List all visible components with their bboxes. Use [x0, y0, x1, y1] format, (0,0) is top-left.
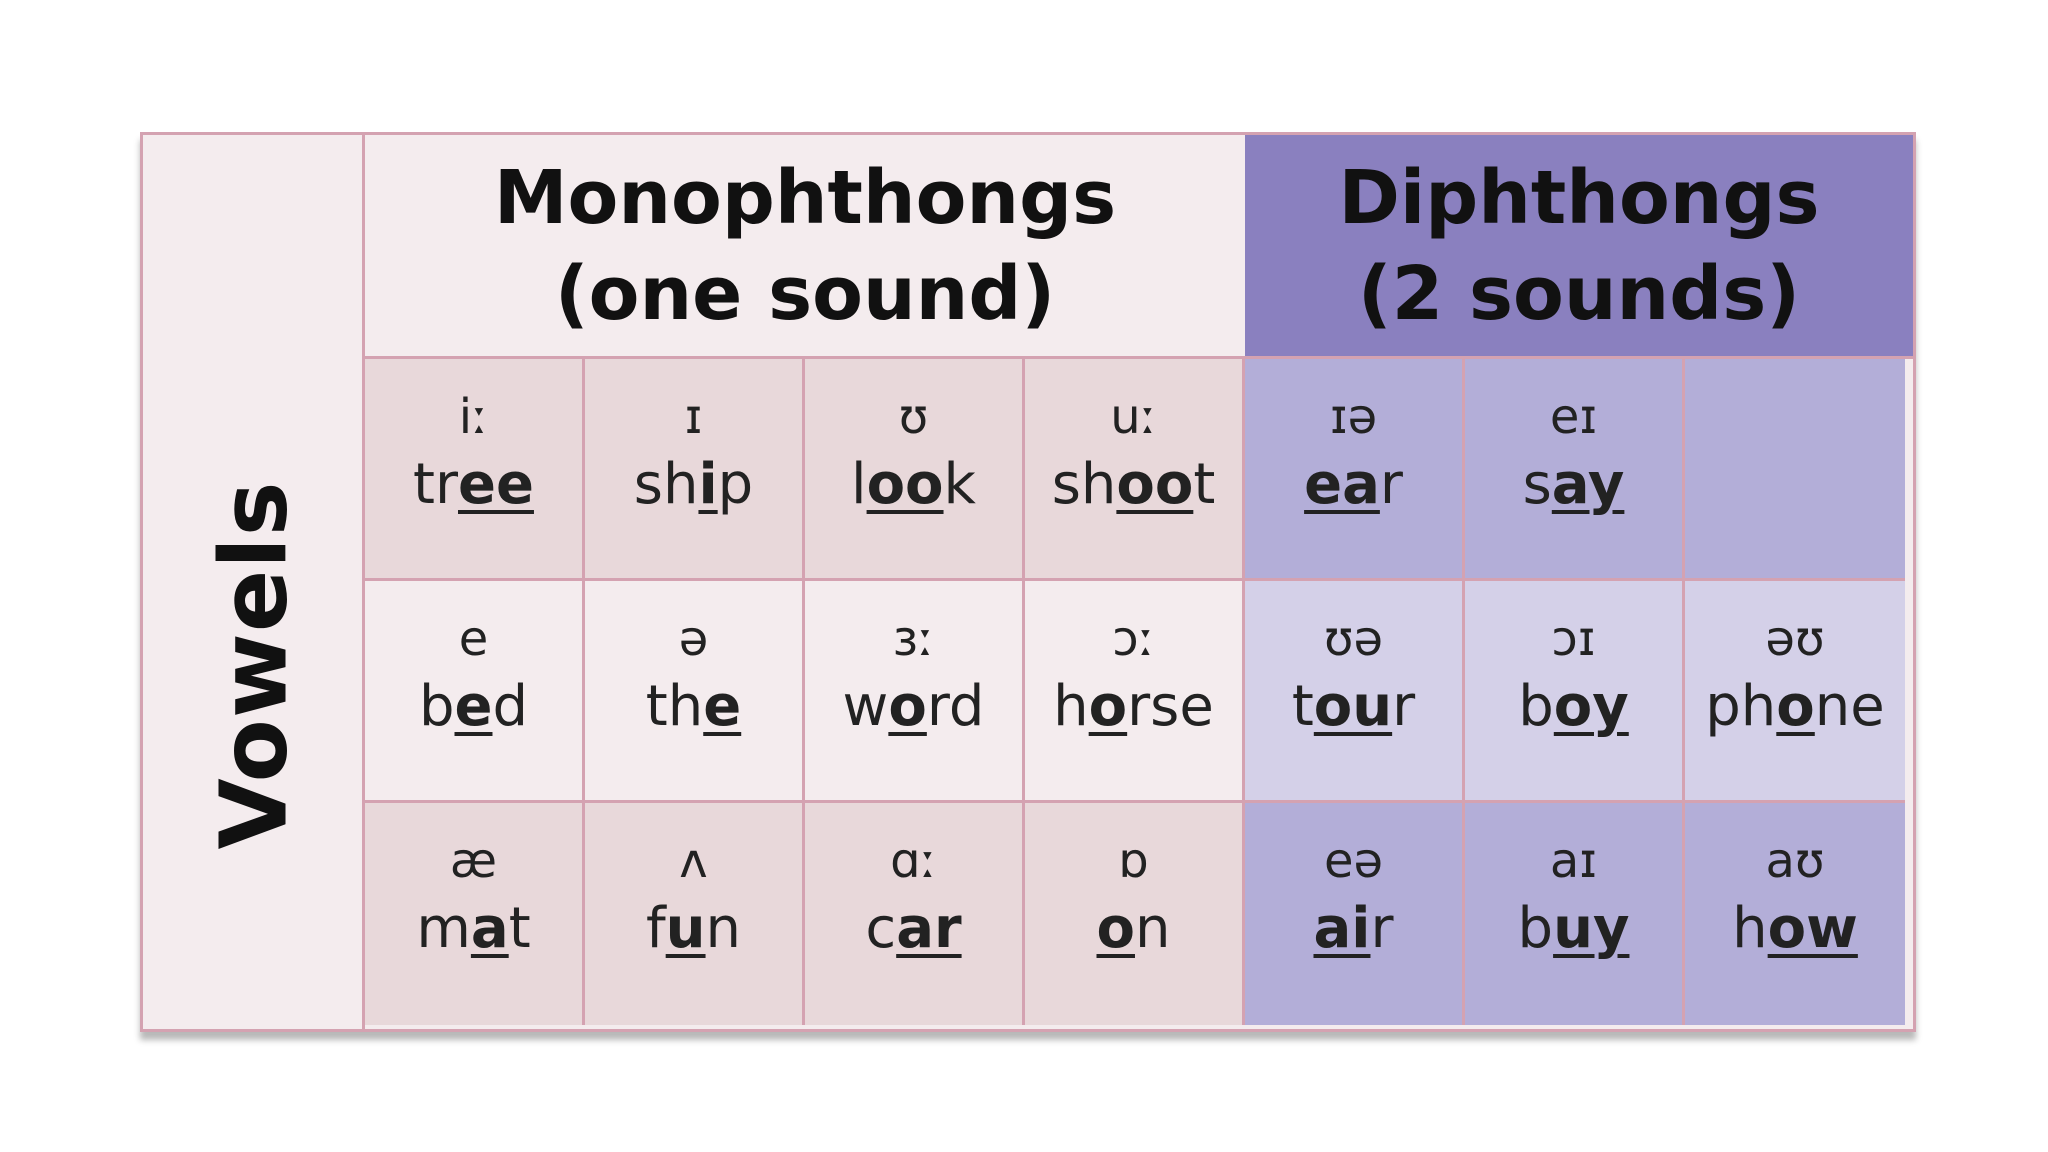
ipa-symbol: ɑː — [890, 833, 937, 889]
example-word — [805, 893, 1022, 965]
diphthongs-header — [1245, 135, 1913, 359]
word-prefix: h — [1732, 896, 1768, 961]
vowel-cell — [1245, 581, 1465, 803]
word-highlight: ay — [1551, 452, 1625, 517]
word-suffix: p — [717, 452, 754, 517]
word-suffix: n — [705, 896, 742, 961]
vowels-label: Vowels — [200, 480, 308, 850]
vowel-cell — [365, 359, 585, 581]
example-word — [1685, 893, 1905, 965]
word-suffix: ne — [1814, 674, 1885, 739]
word-highlight: o — [888, 674, 927, 739]
word-highlight: o — [1776, 674, 1815, 739]
ipa-symbol: eɪ — [1549, 389, 1598, 445]
word-highlight: uy — [1553, 896, 1630, 961]
word-prefix: t — [1291, 674, 1314, 739]
example-word — [585, 671, 802, 743]
word-highlight: a — [470, 896, 509, 961]
vowel-cell — [1685, 803, 1905, 1025]
ipa-symbol: ʊə — [1323, 611, 1384, 667]
ipa-symbol: ɪ — [684, 389, 703, 445]
vowel-cell — [1025, 581, 1245, 803]
vowel-cell — [1465, 581, 1685, 803]
example-word — [585, 449, 802, 521]
example-word — [805, 449, 1022, 521]
word-suffix: rse — [1127, 674, 1214, 739]
word-prefix: b — [1518, 674, 1554, 739]
ipa-symbol: aɪ — [1549, 833, 1598, 889]
example-word — [1025, 449, 1242, 521]
vowel-cell — [1465, 803, 1685, 1025]
example-word — [1685, 671, 1905, 743]
word-highlight: e — [454, 674, 493, 739]
word-suffix: k — [943, 452, 976, 517]
ipa-symbol: ɜː — [892, 611, 935, 667]
vowels-side-panel — [143, 135, 365, 1029]
example-word — [1465, 893, 1682, 965]
ipa-symbol: ʊ — [898, 389, 929, 445]
example-word — [365, 893, 582, 965]
word-highlight: oo — [1116, 452, 1194, 517]
ipa-symbol: uː — [1110, 389, 1157, 445]
ipa-symbol: ʌ — [679, 833, 708, 889]
vowel-cell — [1685, 359, 1905, 581]
word-prefix: b — [418, 674, 455, 739]
monophthongs-subtitle: (one sound) — [554, 250, 1056, 337]
word-highlight: ar — [896, 896, 962, 961]
vowel-cell — [805, 359, 1025, 581]
word-highlight: ee — [458, 452, 534, 517]
word-highlight: ou — [1313, 674, 1393, 739]
vowel-chart — [140, 132, 1916, 1032]
ipa-symbol: e — [458, 611, 489, 667]
word-suffix: r — [1392, 674, 1416, 739]
word-suffix: n — [1134, 896, 1171, 961]
example-word — [1245, 449, 1462, 521]
ipa-symbol: ə — [678, 611, 709, 667]
ipa-symbol: iː — [458, 389, 489, 445]
monophthongs-title: Monophthongs — [493, 154, 1117, 241]
vowel-cell — [365, 581, 585, 803]
vowel-cell — [1025, 359, 1245, 581]
word-prefix: sh — [633, 452, 699, 517]
example-word — [1245, 893, 1462, 965]
word-prefix: b — [1517, 896, 1554, 961]
word-prefix: m — [416, 896, 471, 961]
word-suffix: r — [1379, 452, 1403, 517]
example-word — [805, 671, 1022, 743]
ipa-symbol: ɪə — [1329, 389, 1378, 445]
word-highlight: oo — [866, 452, 944, 517]
word-prefix: w — [842, 674, 889, 739]
word-suffix: rd — [926, 674, 985, 739]
word-prefix: s — [1522, 452, 1552, 517]
vowel-cell — [1685, 581, 1905, 803]
word-prefix: h — [1053, 674, 1089, 739]
example-word — [1245, 671, 1462, 743]
vowel-cell — [1465, 359, 1685, 581]
ipa-symbol: aʊ — [1765, 833, 1825, 889]
monophthongs-header — [365, 135, 1245, 359]
word-highlight: ai — [1313, 896, 1371, 961]
vowel-cell — [805, 803, 1025, 1025]
diphthongs-title: Diphthongs — [1338, 154, 1820, 241]
word-highlight: e — [703, 674, 742, 739]
vowel-cell — [585, 803, 805, 1025]
vowel-cell — [585, 359, 805, 581]
vowel-cell — [1025, 803, 1245, 1025]
vowel-cell — [1245, 359, 1465, 581]
word-prefix: f — [645, 896, 666, 961]
word-highlight: u — [665, 896, 706, 961]
word-highlight: o — [1088, 674, 1128, 739]
vowel-cell — [1245, 803, 1465, 1025]
example-word — [1025, 671, 1242, 743]
vowel-cell — [805, 581, 1025, 803]
example-word — [365, 449, 582, 521]
example-word — [365, 671, 582, 743]
word-highlight: oy — [1553, 674, 1629, 739]
vowel-cell — [365, 803, 585, 1025]
word-prefix: ph — [1705, 674, 1777, 739]
word-prefix: c — [865, 896, 897, 961]
word-highlight: i — [698, 452, 718, 517]
ipa-symbol: ɔː — [1112, 611, 1155, 667]
vowel-cell — [585, 581, 805, 803]
word-prefix: tr — [413, 452, 458, 517]
example-word — [585, 893, 802, 965]
example-word — [1465, 449, 1682, 521]
ipa-symbol: əʊ — [1765, 611, 1825, 667]
diphthongs-subtitle: (2 sounds) — [1357, 250, 1801, 337]
word-prefix: sh — [1051, 452, 1117, 517]
example-word — [1465, 671, 1682, 743]
ipa-symbol: eə — [1323, 833, 1384, 889]
word-highlight: ea — [1304, 452, 1380, 517]
word-suffix: d — [492, 674, 529, 739]
word-suffix: r — [1370, 896, 1394, 961]
word-prefix: l — [851, 452, 867, 517]
word-highlight: o — [1096, 896, 1135, 961]
ipa-symbol: ɔɪ — [1551, 611, 1596, 667]
word-suffix: t — [508, 896, 531, 961]
word-highlight: ow — [1767, 896, 1858, 961]
ipa-symbol: æ — [449, 833, 498, 889]
word-prefix: th — [645, 674, 704, 739]
ipa-symbol: ɒ — [1118, 833, 1149, 889]
example-word — [1025, 893, 1242, 965]
word-suffix: t — [1193, 452, 1216, 517]
